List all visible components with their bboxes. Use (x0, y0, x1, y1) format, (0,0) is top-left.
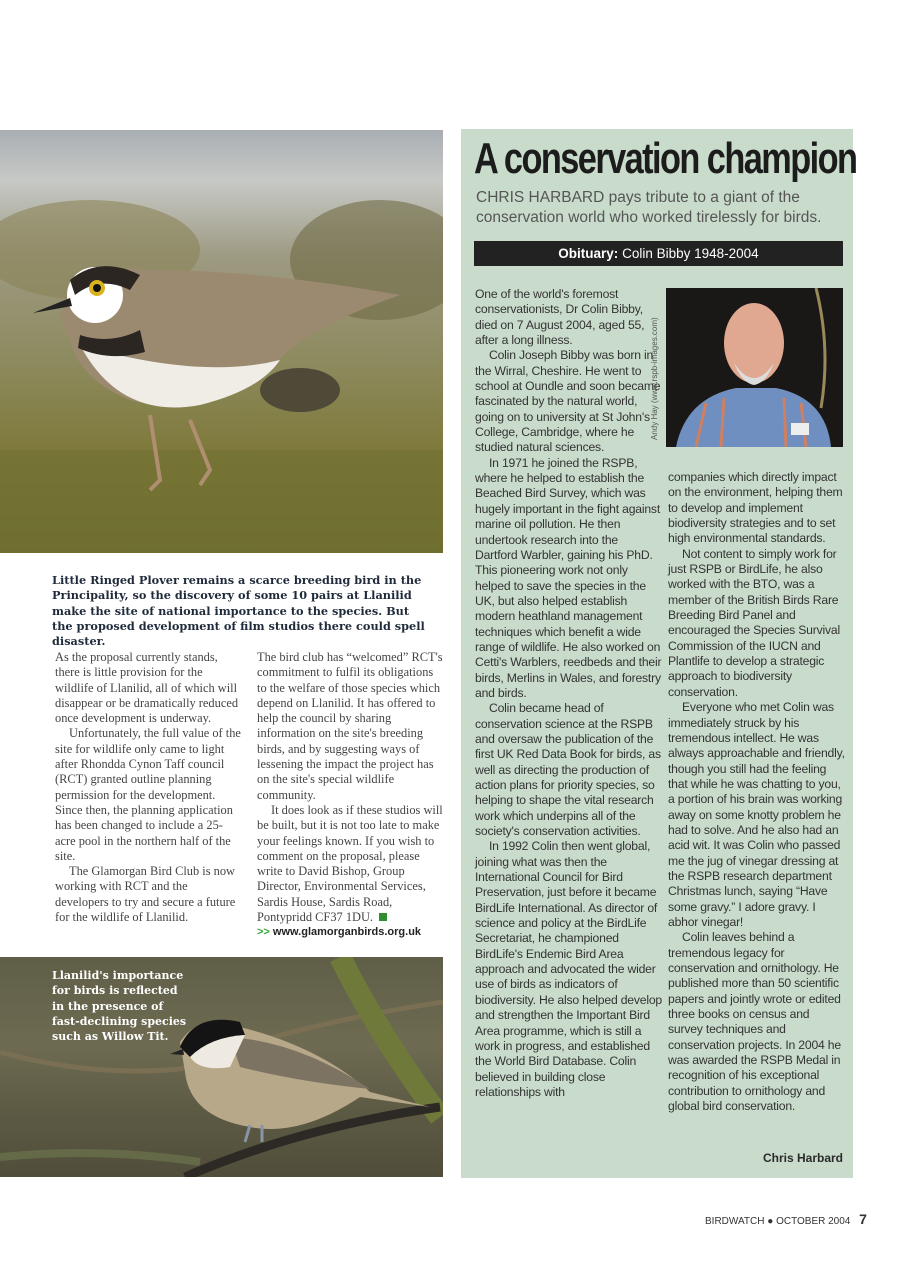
obituary-standfirst: CHRIS HARBARD pays tribute to a giant of the conservation world who worked tirelessly for birds. (476, 189, 822, 226)
banner-label: Obituary: (558, 246, 619, 261)
website-link[interactable] (257, 925, 443, 940)
bullet-icon: ● (767, 1216, 774, 1227)
willow-tit-caption: Llanilid's importance for birds is reflected in the presence of fast-declining species such as Willow Tit. (52, 969, 187, 1044)
colin-bibby-portrait (666, 288, 843, 447)
obituary-banner (474, 241, 843, 266)
paragraph: The bird club has “welcomed” RCT's commitment to fulfil its obligations to the welfare of those species which depend on Llanilid. It has offered to help the council by sharing information on the site's breeding birds, and by suggesting ways of lessening the impact the project has on the site's special wildlife community. (257, 650, 443, 802)
photo-credit: Andy Hay (www.rspb-images.com) (650, 317, 659, 440)
author-signature: Chris Harbard (762, 1151, 843, 1165)
paragraph: One of the world's foremost conservationists, Dr Colin Bibby, died on 7 August 2004, aged 55, after a long illness. (475, 287, 645, 348)
obituary-column-2 (668, 470, 846, 1114)
article-column-2 (257, 650, 443, 941)
paragraph: Everyone who met Colin was immediately struck by his tremendous intellect. He was always approachable and friendly, though you still had the feeling that while he was chatting to you, a portion of his brain was working away on some knotty problem he had to solve. And he also had an acid wit. It was Colin who passed me the jug of vinegar dressing at the RSPB research department Christmas lunch, saying “Have some gravy.” I adore gravy. I abhor vinegar! (668, 700, 845, 929)
paragraph: It does look as if these studios will be built, but it is not too late to make your feelings known. If you wish to comment on the proposal, please write to David Bishop, Group Director, Environmental Services, Sardis House, Sardis Road, Pontypridd CF37 1DU. (257, 802, 443, 925)
issue-date: OCTOBER 2004 (776, 1216, 851, 1227)
paragraph: Not content to simply work for just RSPB or BirdLife, he also worked with the BTO, was a member of the British Birds Rare Breeding Bird Panel and encouraged the Species Survival Commission of the IUCN and Plantlife to develop a strategic approach to biodiversity conservation. (668, 546, 840, 699)
banner-text: Colin Bibby 1948-2004 (622, 246, 759, 261)
obituary-title: A conservation champion (474, 134, 857, 183)
paragraph: As the proposal currently stands, there is little provision for the wildlife of Llanilid, all of which will disappear or be dramatically reduced once development is underway. (55, 650, 239, 726)
website-url[interactable]: www.glamorganbirds.org.uk (272, 926, 422, 939)
article-column-1 (55, 650, 243, 925)
plover-photo-caption: Little Ringed Plover remains a scarce breeding bird in the Principality, so the discovery of some 10 pairs at Llanilid make the site of national importance to the species. But the proposed development of film studios there could spell disaster. (52, 573, 425, 649)
paragraph: Unfortunately, the full value of the site for wildlife only came to light after Rhondda Cynon Taff council (RCT) granted outline planning permission for the development. Since then, the planning application has been changed to include a 25-acre pool in the northern half of the site. (55, 726, 241, 863)
arrow-icon: >> (257, 926, 270, 939)
paragraph: Colin leaves behind a tremendous legacy for conservation and ornithology. He published more than 50 scientific papers and jointly wrote or edited three books on census and survey techniques and conservation projects. In 2004 he was awarded the RSPB Medal in recognition of his exceptional contribution to ornithology and global bird conservation. (668, 930, 841, 1114)
paragraph: Colin became head of conservation science at the RSPB and oversaw the publication of the first UK Red Data Book for birds, as well as directing the production of action plans for priority species, so helping to shape the vital research work which underpins all of the society's conservation activities. (475, 701, 661, 839)
paragraph: In 1971 he joined the RSPB, where he helped to establish the Beached Bird Survey, which was hugely important in the fight against marine oil pollution. He then undertook research into the Dartford Warbler, gaining his PhD. This pioneering work not only helped to save the species in the UK, but also helped establish modern heathland management techniques which benefit a wide range of wildlife. He also worked on Cetti's Warblers, reedbeds and their birds, Merlins in Wales, and forestry and birds. (475, 455, 662, 700)
page-number: 7 (859, 1211, 867, 1227)
paragraph: The Glamorgan Bird Club is now working with RCT and the developers to try and secure a future for the wildlife of Llanilid. (55, 864, 236, 925)
end-mark-icon (379, 913, 387, 921)
paragraph: Colin Joseph Bibby was born in the Wirral, Cheshire. He went to school at Oundle and soon became fascinated by the natural world, going on to university at St John's College, Cambridge, where he studied natural sciences. (475, 348, 661, 455)
paragraph: companies which directly impact on the environment, helping them to develop and implement biodiversity strategies and to set high environmental standards. (668, 470, 843, 546)
paragraph: In 1992 Colin then went global, joining what was then the International Council for Bird Preservation, just before it became BirdLife International. As director of science and policy at the BirdLife Secretariat, he championed BirdLife's Endemic Bird Area approach and advocated the wider use of birds as indicators of biodiversity. He also helped develop and strengthen the Important Bird Area programme, which is still a work in progress, and established the World Bird Database. Colin believed in building close relationships with (475, 839, 663, 1099)
little-ringed-plover-photo (0, 130, 443, 553)
obituary-column-1 (475, 287, 663, 1100)
page-footer (705, 1211, 867, 1227)
magazine-name: BIRDWATCH (705, 1216, 765, 1227)
